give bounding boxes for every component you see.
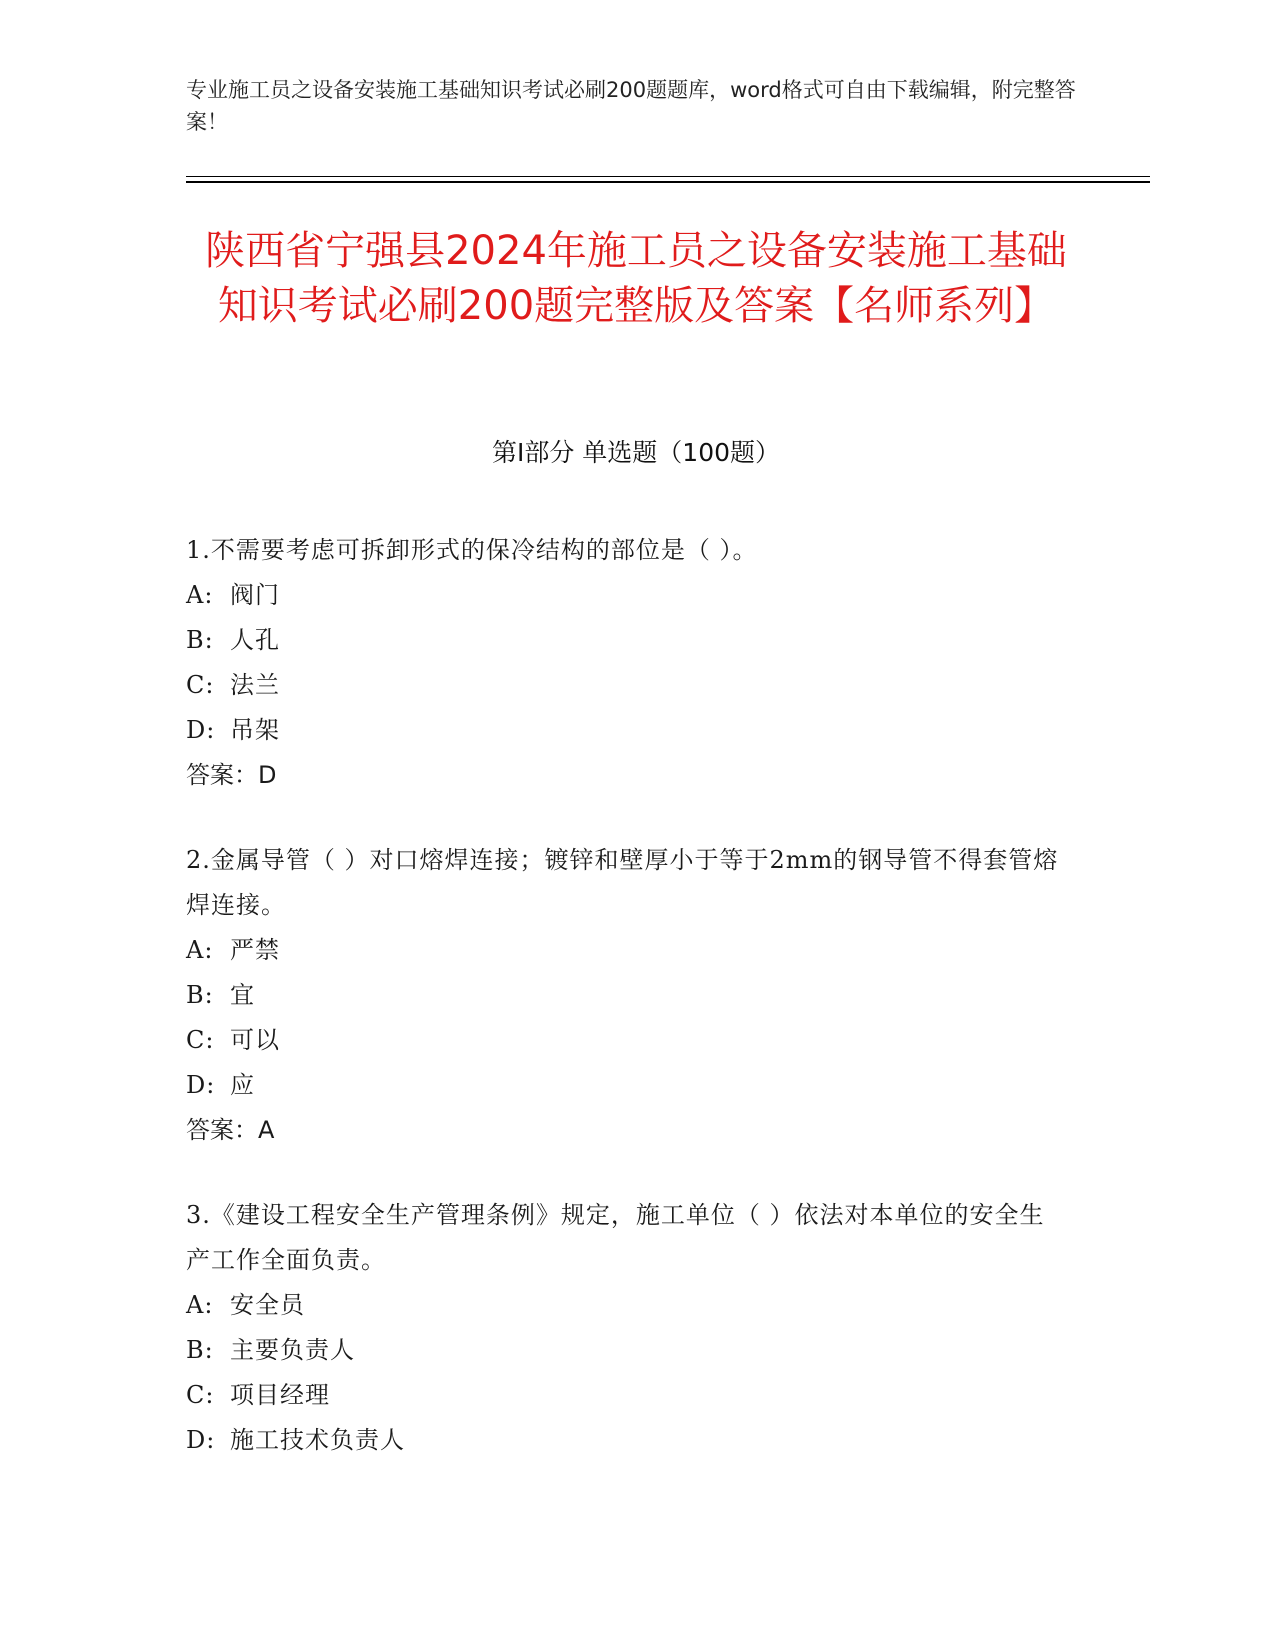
option-a bbox=[186, 1283, 1066, 1328]
option-text: 阀门 bbox=[230, 581, 280, 609]
option-key: A: bbox=[186, 936, 214, 964]
question-2 bbox=[186, 838, 1066, 1153]
option-d bbox=[186, 1418, 1066, 1463]
option-b bbox=[186, 618, 1066, 663]
document-title: 陕西省宁强县2024年施工员之设备安装施工基础知识考试必刷200题完整版及答案【名师系列】 bbox=[205, 228, 1067, 329]
option-text: 应 bbox=[230, 1071, 255, 1099]
option-key: D: bbox=[186, 1426, 216, 1454]
option-text: 主要负责人 bbox=[230, 1336, 355, 1364]
option-c bbox=[186, 663, 1066, 708]
option-text: 宜 bbox=[230, 981, 255, 1009]
header-divider-thin bbox=[186, 176, 1150, 177]
option-a bbox=[186, 928, 1066, 973]
option-text: 可以 bbox=[230, 1026, 280, 1054]
question-stem: 1.不需要考虑可拆卸形式的保冷结构的部位是（ ）。 bbox=[186, 536, 758, 564]
question-1 bbox=[186, 528, 1066, 798]
option-text: 严禁 bbox=[230, 936, 280, 964]
question-stem: 3.《建设工程安全生产管理条例》规定，施工单位（ ）依法对本单位的安全生产工作全面负责。 bbox=[186, 1201, 1045, 1274]
option-key: D: bbox=[186, 716, 216, 744]
question-3 bbox=[186, 1193, 1066, 1463]
option-b bbox=[186, 973, 1066, 1018]
option-key: B: bbox=[186, 981, 214, 1009]
option-key: C: bbox=[186, 671, 215, 699]
answer: 答案：A bbox=[186, 1116, 275, 1144]
answer: 答案：D bbox=[186, 761, 277, 789]
option-text: 吊架 bbox=[230, 716, 280, 744]
option-a bbox=[186, 573, 1066, 618]
question-list bbox=[186, 528, 1066, 1503]
option-key: D: bbox=[186, 1071, 216, 1099]
option-c bbox=[186, 1373, 1066, 1418]
header-divider-thick bbox=[186, 181, 1150, 183]
option-text: 施工技术负责人 bbox=[230, 1426, 405, 1454]
option-key: C: bbox=[186, 1026, 215, 1054]
option-key: B: bbox=[186, 626, 214, 654]
option-key: B: bbox=[186, 1336, 214, 1364]
option-key: A: bbox=[186, 581, 214, 609]
option-key: A: bbox=[186, 1291, 214, 1319]
option-text: 法兰 bbox=[230, 671, 280, 699]
option-key: C: bbox=[186, 1381, 215, 1409]
option-d bbox=[186, 1063, 1066, 1108]
option-text: 人孔 bbox=[230, 626, 280, 654]
option-d bbox=[186, 708, 1066, 753]
option-c bbox=[186, 1018, 1066, 1063]
question-stem: 2.金属导管（ ）对口熔焊连接；镀锌和壁厚小于等于2mm的钢导管不得套管熔焊连接。 bbox=[186, 846, 1059, 919]
section-heading: 第I部分 单选题（100题） bbox=[491, 438, 781, 467]
option-b bbox=[186, 1328, 1066, 1373]
option-text: 安全员 bbox=[230, 1291, 305, 1319]
header-note: 专业施工员之设备安装施工基础知识考试必刷200题题库，word格式可自由下载编辑，附完整答案！ bbox=[186, 78, 1076, 134]
option-text: 项目经理 bbox=[230, 1381, 330, 1409]
